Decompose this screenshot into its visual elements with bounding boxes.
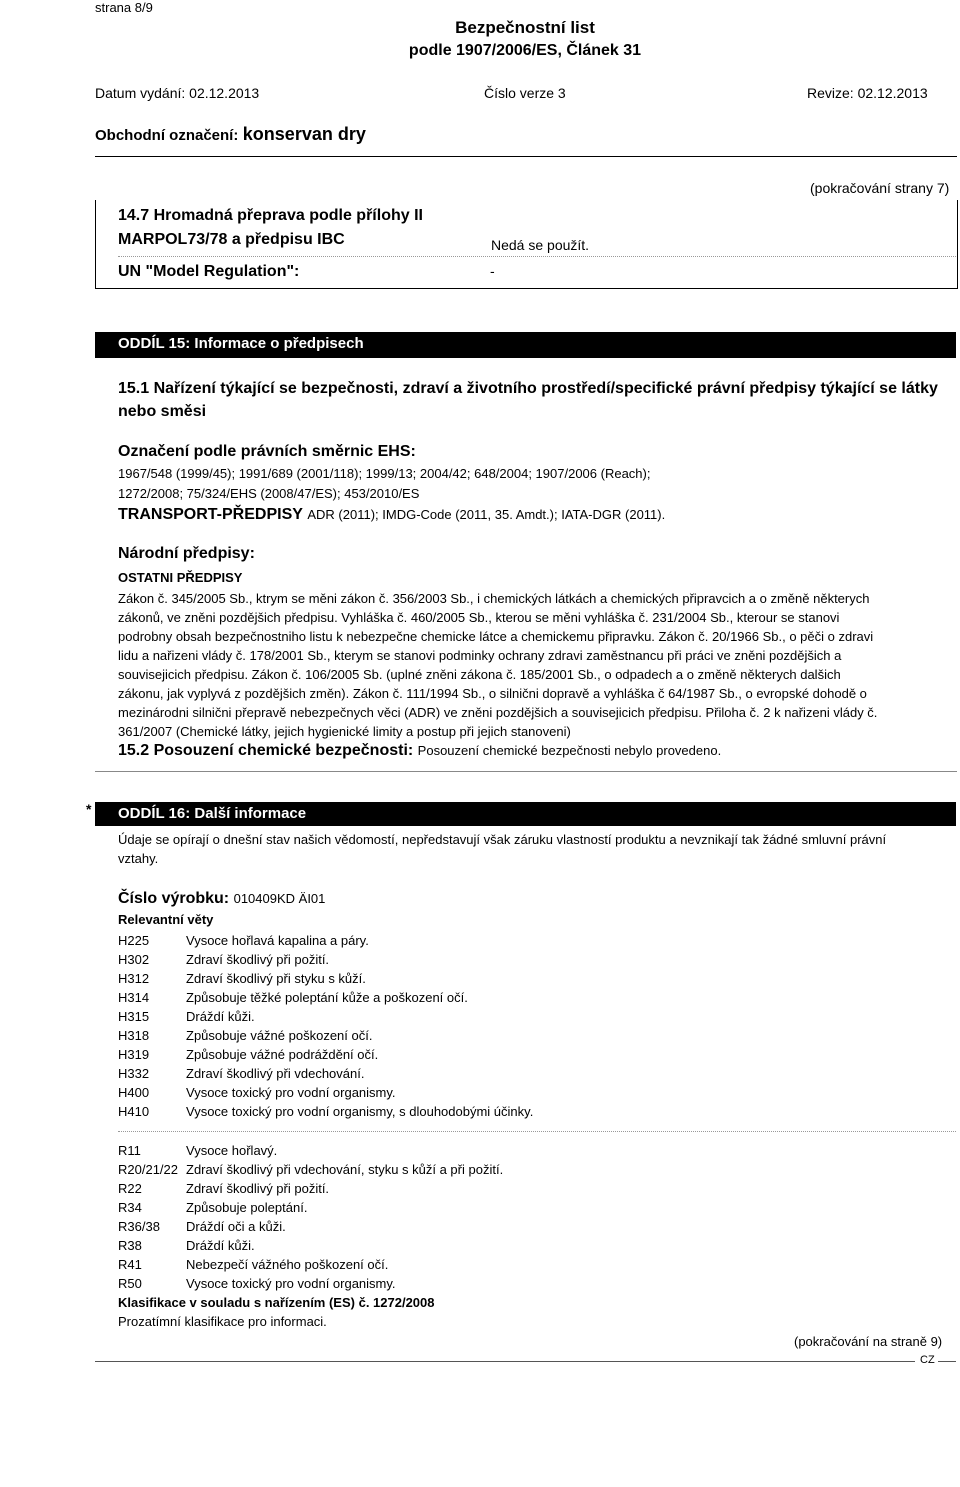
r-phrase-text: Dráždí oči a kůži. bbox=[186, 1219, 286, 1234]
h-phrase-row bbox=[118, 1064, 364, 1083]
r-phrase-row bbox=[118, 1236, 255, 1255]
law-line: zákonu, jak vyplyvá z pozdějšich změn). Zákon č. 111/1994 Sb., o silnični dopravě a vyhláška č 64/1987 Sb., o evropské dohodě o bbox=[118, 686, 867, 701]
un-model-regulation-label: UN "Model Regulation": bbox=[118, 263, 300, 280]
classification-label: Klasifikace v souladu s nařízením (ES) č. 1272/2008 bbox=[118, 1295, 435, 1310]
trade-name-label: Obchodní označení: bbox=[95, 127, 239, 144]
chemical-safety-assessment-value: Posouzení chemické bezpečnosti nebylo provedeno. bbox=[417, 743, 722, 758]
r-phrase-code: R41 bbox=[118, 1257, 142, 1272]
section14-7-label-line1: 14.7 Hromadná přeprava podle přílohy II bbox=[118, 207, 423, 224]
header-divider bbox=[95, 156, 957, 157]
national-regulations-label: Národní předpisy: bbox=[118, 545, 255, 562]
r-phrase-code: R20/21/22 bbox=[118, 1162, 178, 1177]
law-line: podrobny obsah bezpečnostniho listu k nebezpečne chemicke látce a chemickemu připravku. Zákon č. 20/1966 Sb., o pěči o zdravi bbox=[118, 629, 874, 644]
h-phrase-text: Způsobuje vážné poškození očí. bbox=[186, 1028, 373, 1043]
product-number bbox=[118, 890, 325, 908]
r-phrase-row bbox=[118, 1198, 307, 1217]
r-phrase-code: R36/38 bbox=[118, 1219, 160, 1234]
r-phrase-row bbox=[118, 1217, 286, 1236]
issue-date: Datum vydání: 02.12.2013 bbox=[95, 85, 260, 101]
h-phrase-text: Způsobuje těžké poleptání kůže a poškození očí. bbox=[186, 990, 468, 1005]
trade-name bbox=[95, 124, 366, 145]
h-phrase-text: Zdraví škodlivý při vdechování. bbox=[186, 1066, 365, 1081]
transport-regulations bbox=[118, 506, 665, 524]
h-phrase-code: H318 bbox=[118, 1028, 150, 1043]
document-subtitle: podle 1907/2006/ES, Článek 31 bbox=[408, 42, 642, 59]
un-model-regulation-value: - bbox=[490, 263, 495, 279]
h-phrase-code: H314 bbox=[118, 990, 150, 1005]
r-phrase-text: Zdraví škodlivý při požití. bbox=[186, 1181, 330, 1196]
h-phrase-row bbox=[118, 1026, 372, 1045]
version-number: Číslo verze 3 bbox=[484, 85, 566, 101]
section15-title: ODDÍL 15: Informace o předpisech bbox=[118, 335, 364, 352]
section15-1-heading-line1: 15.1 Nařízení týkající se bezpečnosti, zdraví a životního prostředí/specifické právní předpisy týkající se látky bbox=[118, 380, 938, 397]
h-phrase-row bbox=[118, 950, 329, 969]
r-phrase-text: Nebezpečí vážného poškození očí. bbox=[186, 1257, 389, 1272]
h-phrase-code: H225 bbox=[118, 933, 150, 948]
h-phrase-row bbox=[118, 969, 366, 988]
r-phrase-row bbox=[118, 1160, 503, 1179]
r-phrase-text: Vysoce hořlavý. bbox=[186, 1143, 278, 1158]
trade-name-value: konservan dry bbox=[242, 124, 366, 144]
section16-intro-line1: Údaje se opírají o dnešní stav našich vědomostí, nepředstavují však záruku vlastností produktu a nevznikají tak žádné smluvní právní bbox=[118, 832, 887, 847]
country-code: CZ bbox=[920, 1354, 935, 1366]
h-phrase-text: Zdraví škodlivý při požití. bbox=[186, 952, 330, 967]
h-phrase-text: Vysoce hořlavá kapalina a páry. bbox=[186, 933, 369, 948]
czech-laws-paragraph bbox=[118, 589, 958, 741]
r-phrase-row bbox=[118, 1255, 388, 1274]
h-phrase-text: Způsobuje vážné podráždění očí. bbox=[186, 1047, 379, 1062]
document-title: Bezpečnostní list bbox=[455, 18, 595, 37]
r-phrase-code: R22 bbox=[118, 1181, 142, 1196]
section16-title: ODDÍL 16: Další informace bbox=[118, 805, 307, 822]
section14-7-label-line2: MARPOL73/78 a předpisu IBC bbox=[118, 231, 345, 248]
h-phrase-text: Dráždí kůži. bbox=[186, 1009, 255, 1024]
continued-on: (pokračování na straně 9) bbox=[794, 1334, 943, 1349]
section15-title-bar bbox=[95, 332, 956, 358]
h-phrase-code: H410 bbox=[118, 1104, 150, 1119]
law-line: 361/2007 (Chemické látky, jejich hygienické limity a postup při jejich stanoveni) bbox=[118, 724, 571, 739]
h-phrase-row bbox=[118, 988, 468, 1007]
transport-regulations-value: ADR (2011); IMDG-Code (2011, 35. Amdt.); IATA-DGR (2011). bbox=[307, 507, 666, 522]
r-phrase-code: R34 bbox=[118, 1200, 142, 1215]
r-phrase-text: Vysoce toxický pro vodní organismy. bbox=[186, 1276, 396, 1291]
r-phrase-code: R50 bbox=[118, 1276, 142, 1291]
section16-title-bar bbox=[95, 802, 956, 826]
law-line: zákonů, ve zněni pozdějšich předpisu. Vyhláška č. 460/2005 Sb., kterou se měni vyhláška č. 231/2004 Sb., kterour se stanovi bbox=[118, 610, 840, 625]
change-marker: * bbox=[86, 801, 92, 817]
h-phrase-code: H312 bbox=[118, 971, 150, 986]
relevant-phrases-label: Relevantní věty bbox=[118, 912, 214, 927]
section14-dotted-divider bbox=[118, 256, 956, 257]
r-phrase-code: R11 bbox=[118, 1143, 141, 1158]
section14-7-value: Nedá se použít. bbox=[491, 237, 590, 253]
transport-regulations-label: TRANSPORT-PŘEDPISY bbox=[118, 506, 303, 523]
footer-line-right bbox=[938, 1361, 956, 1362]
ehs-directives-line1: 1967/548 (1999/45); 1991/689 (2001/118); 1999/13; 2004/42; 648/2004; 1907/2006 (Reach); bbox=[118, 466, 651, 481]
section16-intro-line2: vztahy. bbox=[118, 851, 159, 866]
h-phrase-code: H332 bbox=[118, 1066, 150, 1081]
continued-from: (pokračování strany 7) bbox=[810, 180, 950, 196]
h-phrase-text: Vysoce toxický pro vodní organismy, s dlouhodobými účinky. bbox=[186, 1104, 534, 1119]
h-phrase-row bbox=[118, 1102, 533, 1121]
r-phrase-row bbox=[118, 1179, 329, 1198]
section15-divider bbox=[95, 771, 957, 772]
r-phrase-text: Způsobuje poleptání. bbox=[186, 1200, 308, 1215]
law-line: souvisejicich předpisu. Zákon č. 106/2005 Sb. (uplné zněni zákona č. 185/2001 Sb., o odpadech a o změně některych dalšich bbox=[118, 667, 841, 682]
h-phrase-row bbox=[118, 1007, 255, 1026]
r-phrase-row bbox=[118, 1141, 277, 1160]
r-phrase-text: Dráždí kůži. bbox=[186, 1238, 255, 1253]
other-regulations-label: OSTATNI PŘEDPISY bbox=[118, 570, 243, 585]
law-line: Zákon č. 345/2005 Sb., ktrym se měni zákon č. 356/2003 Sb., i chemických látkách a chemických připravcich a o změně některych bbox=[118, 591, 870, 606]
h-phrase-row bbox=[118, 1083, 396, 1102]
h-phrase-row bbox=[118, 1045, 378, 1064]
section15-1-heading-line2: nebo směsi bbox=[118, 403, 207, 420]
h-phrase-row bbox=[118, 931, 369, 950]
chemical-safety-assessment bbox=[118, 742, 721, 760]
r-phrase-row bbox=[118, 1274, 396, 1293]
phrases-dotted-divider bbox=[118, 1131, 956, 1132]
page-number: strana 8/9 bbox=[95, 0, 153, 15]
r-phrase-code: R38 bbox=[118, 1238, 142, 1253]
revision-date: Revize: 02.12.2013 bbox=[807, 85, 928, 101]
chemical-safety-assessment-label: 15.2 Posouzení chemické bezpečnosti: bbox=[118, 742, 414, 759]
footer-line-left bbox=[95, 1361, 915, 1362]
product-number-value: 010409KD ÄI01 bbox=[233, 891, 326, 906]
ehs-directives-line2: 1272/2008; 75/324/EHS (2008/47/ES); 453/2010/ES bbox=[118, 486, 420, 501]
h-phrase-text: Zdraví škodlivý při styku s kůží. bbox=[186, 971, 366, 986]
h-phrase-code: H315 bbox=[118, 1009, 150, 1024]
classification-value: Prozatímní klasifikace pro informaci. bbox=[118, 1314, 327, 1329]
h-phrase-text: Vysoce toxický pro vodní organismy. bbox=[186, 1085, 396, 1100]
h-phrase-code: H319 bbox=[118, 1047, 150, 1062]
ehs-directives-label: Označení podle právních směrnic EHS: bbox=[118, 443, 416, 460]
product-number-label: Číslo výrobku: bbox=[118, 890, 230, 907]
h-phrase-code: H400 bbox=[118, 1085, 150, 1100]
r-phrase-text: Zdraví škodlivý při vdechování, styku s kůží a při požití. bbox=[186, 1162, 504, 1177]
law-line: mezinárodni silnični přepravě nebezpečnych věci (ADR) ve zněni pozdějšich a souvisejicich předpisu. Přiloha č. 2 k nařizeni vlády č. bbox=[118, 705, 878, 720]
h-phrase-code: H302 bbox=[118, 952, 150, 967]
law-line: lidu a nařizeni vlády č. 178/2001 Sb., kterym se stanovi podminky ochrany zdravi zaměstnancu při práci ve zněni pozdějšich a bbox=[118, 648, 842, 663]
